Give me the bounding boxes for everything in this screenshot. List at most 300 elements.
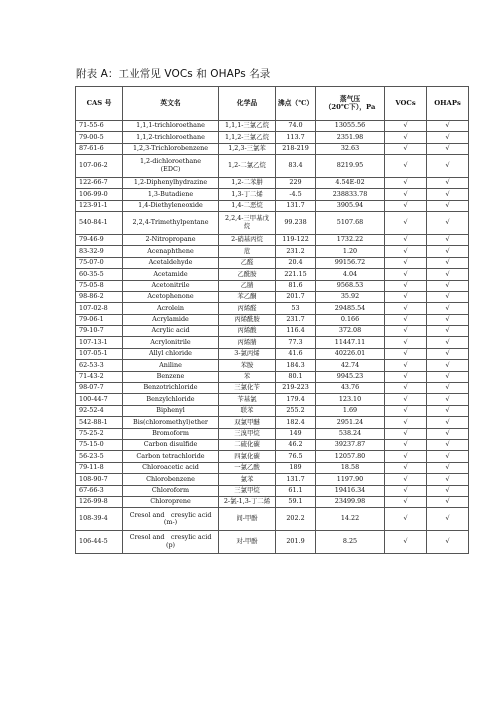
cell-chemical-line1: 联苯: [240, 406, 254, 415]
cell-vocs-check: √: [385, 348, 427, 359]
cell-boiling-point: 182.4: [276, 417, 316, 428]
cell-english-name: [123, 417, 219, 428]
cell-cas: 75-15-0: [76, 439, 123, 450]
cell-vocs-check: √: [385, 451, 427, 462]
cell-vapor-pressure: 43.76: [316, 383, 385, 394]
table-row: [76, 485, 469, 496]
table-row: [76, 121, 469, 132]
table-row: [76, 246, 469, 257]
cell-chemical-line1: 丙烯醛: [237, 303, 257, 312]
table-header-row: [76, 87, 469, 121]
cell-vapor-pressure: 4.54E-02: [316, 177, 385, 188]
cell-vocs-check: √: [385, 531, 427, 554]
cell-ohaps-check: √: [427, 360, 469, 371]
cell-cas: 79-00-5: [76, 132, 123, 143]
cell-boiling-point: 201.7: [276, 291, 316, 302]
cell-vapor-pressure: 4.04: [316, 269, 385, 280]
cell-boiling-point: 189: [276, 462, 316, 473]
table-row: [76, 314, 469, 325]
cell-english-name: [123, 348, 219, 359]
cell-english-name: [123, 121, 219, 132]
cell-boiling-point: 131.7: [276, 200, 316, 211]
cell-ohaps-check: √: [427, 451, 469, 462]
cell-vapor-pressure: 11447.11: [316, 337, 385, 348]
cell-english-name-line1: Chloroacetic acid: [142, 463, 199, 472]
cell-chemical-line1: 1,2-二氯乙烷: [228, 161, 266, 170]
cell-vocs-check: √: [385, 257, 427, 268]
cell-cas: 98-07-7: [76, 383, 123, 394]
cell-vapor-pressure: 1197.90: [316, 474, 385, 485]
cell-ohaps-check: √: [427, 200, 469, 211]
cell-boiling-point: 81.6: [276, 280, 316, 291]
cell-boiling-point: 77.3: [276, 337, 316, 348]
cell-chemical-line1: 1,2-二苯肼: [231, 178, 263, 187]
table-row: [76, 303, 469, 314]
cell-cas: 106-99-0: [76, 189, 123, 200]
cell-ohaps-check: √: [427, 269, 469, 280]
cell-english-name: [123, 394, 219, 405]
table-row: [76, 234, 469, 245]
cell-boiling-point: 201.9: [276, 531, 316, 554]
cell-chemical: [219, 143, 276, 154]
cell-chemical: [219, 269, 276, 280]
cell-boiling-point: 149: [276, 428, 316, 439]
table-row: [76, 531, 469, 554]
cell-vapor-pressure: 238833.78: [316, 189, 385, 200]
cell-english-name: [123, 462, 219, 473]
cell-english-name-line1: Bis(chloromethyl)ether: [133, 417, 208, 426]
cell-vocs-check: √: [385, 474, 427, 485]
cell-vocs-check: √: [385, 383, 427, 394]
cell-boiling-point: 131.7: [276, 474, 316, 485]
table-row: [76, 269, 469, 280]
cell-cas: 123-91-1: [76, 200, 123, 211]
cell-english-name-line1: Acrolein: [156, 303, 185, 312]
cell-english-name-line1: Acrylic acid: [151, 326, 190, 335]
cell-vocs-check: √: [385, 462, 427, 473]
cell-english-name: [123, 280, 219, 291]
header-boiling-point: 沸点（℃）: [276, 87, 316, 121]
cell-chemical-line1: 3-氯丙烯: [234, 349, 260, 358]
header-vocs: VOCs: [385, 87, 427, 121]
cell-vocs-check: √: [385, 439, 427, 450]
cell-cas: 108-90-7: [76, 474, 123, 485]
cell-chemical: [219, 155, 276, 178]
cell-cas: 107-13-1: [76, 337, 123, 348]
cell-english-name-line2: (p): [165, 541, 176, 549]
cell-boiling-point: 221.15: [276, 269, 316, 280]
cell-cas: 126-99-8: [76, 496, 123, 507]
table-row: [76, 257, 469, 268]
cell-english-name-line1: 1,1,1-trichloroethane: [136, 121, 205, 130]
cell-english-name-line1: Cresol and cresylic acid: [129, 510, 212, 519]
cell-boiling-point: 74.0: [276, 121, 316, 132]
cell-english-name-line1: Acrylonitrile: [150, 337, 191, 346]
cell-english-name-line1: Aniline: [159, 360, 182, 369]
cell-ohaps-check: √: [427, 428, 469, 439]
cell-chemical: [219, 531, 276, 554]
cell-boiling-point: 231.7: [276, 314, 316, 325]
cell-english-name-line1: Carbon tetrachloride: [136, 451, 205, 460]
cell-vocs-check: √: [385, 132, 427, 143]
table-row: [76, 474, 469, 485]
cell-vocs-check: √: [385, 291, 427, 302]
cell-english-name-line1: Allyl chloride: [149, 349, 192, 358]
cell-vocs-check: √: [385, 485, 427, 496]
cell-cas: 79-46-9: [76, 234, 123, 245]
cell-english-name-line1: Acrylamide: [152, 315, 189, 324]
cell-ohaps-check: √: [427, 326, 469, 337]
cell-vapor-pressure: 538.24: [316, 428, 385, 439]
cell-chemical-line1: 1,4-二恶烷: [231, 201, 263, 210]
cell-vapor-pressure: 35.92: [316, 291, 385, 302]
cell-ohaps-check: √: [427, 143, 469, 154]
cell-chemical-line1: 氯苯: [240, 474, 254, 483]
cell-chemical: [219, 417, 276, 428]
cell-english-name-line1: 1,4-Diethyleneoxide: [138, 201, 203, 210]
cell-chemical-line1: 对-甲酚: [236, 537, 258, 546]
cell-vapor-pressure: 5107.68: [316, 212, 385, 235]
cell-vapor-pressure: 14.22: [316, 508, 385, 531]
cell-english-name: [123, 303, 219, 314]
cell-cas: 60-35-5: [76, 269, 123, 280]
cell-chemical: [219, 428, 276, 439]
cell-english-name-line1: Benzylchloride: [146, 394, 195, 403]
cell-chemical: [219, 462, 276, 473]
cell-vocs-check: √: [385, 303, 427, 314]
cell-ohaps-check: √: [427, 291, 469, 302]
cell-english-name-line1: 1,1,2-trichloroethane: [136, 132, 205, 141]
cell-vocs-check: √: [385, 394, 427, 405]
cell-vocs-check: √: [385, 428, 427, 439]
cell-english-name: [123, 485, 219, 496]
cell-cas: 75-25-2: [76, 428, 123, 439]
cell-english-name-line1: Benzotrichloride: [143, 383, 198, 392]
cell-english-name: [123, 531, 219, 554]
cell-ohaps-check: √: [427, 371, 469, 382]
table-row: [76, 439, 469, 450]
cell-vapor-pressure: 1.69: [316, 405, 385, 416]
header-ohaps: OHAPs: [427, 87, 469, 121]
cell-vapor-pressure: 32.63: [316, 143, 385, 154]
cell-vapor-pressure: 12057.80: [316, 451, 385, 462]
cell-chemical-line1: 四氯化碳: [234, 451, 260, 460]
cell-ohaps-check: √: [427, 155, 469, 178]
cell-vocs-check: √: [385, 326, 427, 337]
cell-vapor-pressure: 13055.56: [316, 121, 385, 132]
cell-ohaps-check: √: [427, 314, 469, 325]
cell-english-name-line1: 1,2,3-Trichlorobenzene: [132, 144, 209, 153]
cell-english-name: [123, 428, 219, 439]
cell-vocs-check: √: [385, 143, 427, 154]
cell-chemical: [219, 394, 276, 405]
cell-vapor-pressure: 8.25: [316, 531, 385, 554]
cell-chemical: [219, 326, 276, 337]
cell-chemical-line1: 苄基氯: [237, 394, 257, 403]
header-chemical: 化学品: [219, 87, 276, 121]
cell-ohaps-check: √: [427, 531, 469, 554]
cell-chemical: [219, 439, 276, 450]
cell-boiling-point: 218-219: [276, 143, 316, 154]
cell-chemical-line1: 乙腈: [240, 280, 254, 289]
cell-english-name-line1: 1,2-Diphenylhydrazine: [133, 178, 208, 187]
cell-ohaps-check: √: [427, 496, 469, 507]
cell-vapor-pressure: 19416.34: [316, 485, 385, 496]
table-row: [76, 212, 469, 235]
cell-chemical-line1: 双氯甲醚: [234, 417, 260, 426]
cell-cas: 71-55-6: [76, 121, 123, 132]
cell-boiling-point: 80.1: [276, 371, 316, 382]
cell-chemical: [219, 371, 276, 382]
cell-english-name-line1: 2,2,4-Trimethylpentane: [132, 218, 209, 227]
cell-vapor-pressure: 2951.24: [316, 417, 385, 428]
cell-chemical-line1: 三氯化苄: [234, 383, 260, 392]
cell-cas: 79-06-1: [76, 314, 123, 325]
table-row: [76, 155, 469, 178]
cell-boiling-point: 255.2: [276, 405, 316, 416]
cell-chemical-line1: 苯: [243, 372, 251, 381]
table-row: [76, 508, 469, 531]
table-row: [76, 143, 469, 154]
header-vapor-pressure-line2: （20℃下），Pa: [324, 102, 376, 111]
cell-chemical: [219, 405, 276, 416]
cell-ohaps-check: √: [427, 474, 469, 485]
cell-vapor-pressure: 39237.87: [316, 439, 385, 450]
cell-chemical-line1: 2,2,4-三甲基戊: [225, 214, 269, 223]
cell-vapor-pressure: 29485.54: [316, 303, 385, 314]
cell-chemical: [219, 496, 276, 507]
table-row: [76, 496, 469, 507]
cell-vapor-pressure: 9945.23: [316, 371, 385, 382]
table-row: [76, 337, 469, 348]
header-vapor-pressure: [316, 87, 385, 121]
cell-english-name: [123, 371, 219, 382]
cell-ohaps-check: √: [427, 257, 469, 268]
cell-english-name: [123, 132, 219, 143]
cell-english-name: [123, 405, 219, 416]
cell-boiling-point: 99.238: [276, 212, 316, 235]
cell-vocs-check: √: [385, 360, 427, 371]
cell-vapor-pressure: 18.58: [316, 462, 385, 473]
cell-chemical: [219, 177, 276, 188]
table-row: [76, 132, 469, 143]
cell-english-name-line1: Bromoform: [152, 428, 189, 437]
cell-chemical-line1: 乙醛: [240, 258, 254, 267]
cell-english-name-line1: Cresol and cresylic acid: [129, 533, 212, 542]
cell-ohaps-check: √: [427, 212, 469, 235]
cell-ohaps-check: √: [427, 394, 469, 405]
cell-cas: 108-39-4: [76, 508, 123, 531]
cell-english-name-line1: Acetamide: [153, 269, 188, 278]
cell-chemical-line1: 丙烯酰胺: [234, 315, 260, 324]
cell-vapor-pressure: 9568.53: [316, 280, 385, 291]
table-row: [76, 280, 469, 291]
cell-chemical: [219, 451, 276, 462]
cell-ohaps-check: √: [427, 280, 469, 291]
cell-chemical-line1: 1,1,2-三氯乙烷: [225, 132, 269, 141]
cell-english-name: [123, 177, 219, 188]
cell-vocs-check: √: [385, 508, 427, 531]
cell-chemical: [219, 280, 276, 291]
cell-chemical: [219, 246, 276, 257]
table-row: [76, 462, 469, 473]
cell-cas: 79-10-7: [76, 326, 123, 337]
cell-boiling-point: -4.5: [276, 189, 316, 200]
cell-cas: 62-53-3: [76, 360, 123, 371]
cell-boiling-point: 219-223: [276, 383, 316, 394]
cell-english-name-line1: Chlorobenzene: [146, 474, 195, 483]
cell-english-name: [123, 155, 219, 178]
cell-vapor-pressure: 2351.98: [316, 132, 385, 143]
cell-english-name: [123, 212, 219, 235]
cell-english-name: [123, 246, 219, 257]
cell-boiling-point: 116.4: [276, 326, 316, 337]
cell-cas: 106-44-5: [76, 531, 123, 554]
cell-ohaps-check: √: [427, 234, 469, 245]
cell-english-name-line1: Acenaphthene: [147, 246, 194, 255]
cell-boiling-point: 119-122: [276, 234, 316, 245]
cell-vocs-check: √: [385, 246, 427, 257]
cell-chemical-line1: 苊: [243, 246, 251, 255]
cell-ohaps-check: √: [427, 177, 469, 188]
cell-boiling-point: 46.2: [276, 439, 316, 450]
cell-vocs-check: √: [385, 496, 427, 507]
cell-english-name: [123, 326, 219, 337]
table-row: [76, 394, 469, 405]
cell-vapor-pressure: 0.166: [316, 314, 385, 325]
cell-cas: 107-06-2: [76, 155, 123, 178]
cell-ohaps-check: √: [427, 132, 469, 143]
cell-chemical: [219, 383, 276, 394]
cell-cas: 540-84-1: [76, 212, 123, 235]
cell-ohaps-check: √: [427, 485, 469, 496]
cell-chemical: [219, 200, 276, 211]
cell-vapor-pressure: 1.20: [316, 246, 385, 257]
cell-vocs-check: √: [385, 212, 427, 235]
cell-vocs-check: √: [385, 280, 427, 291]
table-row: [76, 383, 469, 394]
cell-vapor-pressure: 1732.22: [316, 234, 385, 245]
cell-chemical-line1: 1,2,3-三氯苯: [228, 144, 266, 153]
cell-chemical-line1: 二硫化碳: [234, 440, 260, 449]
cell-boiling-point: 83.4: [276, 155, 316, 178]
cell-english-name: [123, 439, 219, 450]
cell-boiling-point: 41.6: [276, 348, 316, 359]
cell-english-name-line1: 1,3-Butadiene: [147, 189, 194, 198]
cell-ohaps-check: √: [427, 439, 469, 450]
cell-vapor-pressure: 3905.94: [316, 200, 385, 211]
cell-english-name-line2: (m-): [163, 518, 178, 527]
cell-cas: 56-23-5: [76, 451, 123, 462]
cell-chemical: [219, 348, 276, 359]
cell-boiling-point: 20.4: [276, 257, 316, 268]
cell-cas: 98-86-2: [76, 291, 123, 302]
cell-english-name-line1: 1,2-dichloroethane: [139, 157, 202, 166]
cell-chemical: [219, 291, 276, 302]
cell-vapor-pressure: 8219.95: [316, 155, 385, 178]
cell-english-name: [123, 508, 219, 531]
cell-english-name: [123, 451, 219, 462]
cell-english-name: [123, 200, 219, 211]
table-row: [76, 177, 469, 188]
cell-chemical: [219, 337, 276, 348]
cell-english-name: [123, 291, 219, 302]
cell-chemical: [219, 485, 276, 496]
cell-cas: 79-11-8: [76, 462, 123, 473]
cell-ohaps-check: √: [427, 189, 469, 200]
cell-vocs-check: √: [385, 337, 427, 348]
cell-cas: 87-61-6: [76, 143, 123, 154]
table-row: [76, 360, 469, 371]
cell-english-name: [123, 269, 219, 280]
cell-chemical-line1: 三氯甲烷: [234, 485, 260, 494]
cell-chemical-line1: 1,3-丁二烯: [231, 189, 263, 198]
cell-vocs-check: √: [385, 405, 427, 416]
cell-english-name: [123, 474, 219, 485]
header-english-name: 英文名: [123, 87, 219, 121]
cell-cas: 542-88-1: [76, 417, 123, 428]
cell-english-name-line1: Acetonitrile: [151, 280, 190, 289]
cell-chemical-line2: 烷: [243, 222, 251, 231]
cell-vocs-check: √: [385, 200, 427, 211]
cell-boiling-point: 76.5: [276, 451, 316, 462]
cell-english-name: [123, 383, 219, 394]
cell-ohaps-check: √: [427, 405, 469, 416]
cell-chemical-line1: 三溴甲烷: [234, 428, 260, 437]
cell-vocs-check: √: [385, 417, 427, 428]
header-cas: CAS 号: [76, 87, 123, 121]
cell-english-name-line1: Acetophenone: [147, 292, 194, 301]
cell-chemical-line1: 苯乙酮: [237, 292, 257, 301]
cell-cas: 75-07-0: [76, 257, 123, 268]
table-body: [76, 121, 469, 554]
header-vapor-pressure-line1: 蒸气压: [339, 94, 361, 103]
table-row: [76, 451, 469, 462]
cell-english-name: [123, 314, 219, 325]
cell-ohaps-check: √: [427, 417, 469, 428]
cell-chemical-line1: 间-甲酚: [236, 514, 258, 523]
cell-boiling-point: 59.1: [276, 496, 316, 507]
cell-vocs-check: √: [385, 177, 427, 188]
cell-english-name: [123, 189, 219, 200]
cell-vocs-check: √: [385, 234, 427, 245]
cell-boiling-point: 231.2: [276, 246, 316, 257]
table-row: [76, 428, 469, 439]
cell-ohaps-check: √: [427, 303, 469, 314]
cell-english-name: [123, 496, 219, 507]
cell-chemical: [219, 189, 276, 200]
cell-chemical-line1: 丙烯腈: [237, 337, 257, 346]
cell-chemical: [219, 257, 276, 268]
cell-english-name-line1: Chloroprene: [150, 497, 191, 506]
vocs-table: [75, 86, 469, 554]
cell-cas: 71-43-2: [76, 371, 123, 382]
table-row: [76, 200, 469, 211]
cell-ohaps-check: √: [427, 462, 469, 473]
cell-chemical: [219, 360, 276, 371]
cell-chemical-line1: 乙酰胺: [237, 269, 257, 278]
cell-vocs-check: √: [385, 269, 427, 280]
cell-english-name-line1: 2-Nitropropane: [145, 235, 196, 244]
cell-vocs-check: √: [385, 155, 427, 178]
cell-ohaps-check: √: [427, 121, 469, 132]
cell-vocs-check: √: [385, 189, 427, 200]
cell-ohaps-check: √: [427, 348, 469, 359]
cell-vapor-pressure: 42.74: [316, 360, 385, 371]
cell-chemical-line1: 2-硝基丙烷: [231, 235, 263, 244]
cell-english-name: [123, 257, 219, 268]
cell-boiling-point: 53: [276, 303, 316, 314]
